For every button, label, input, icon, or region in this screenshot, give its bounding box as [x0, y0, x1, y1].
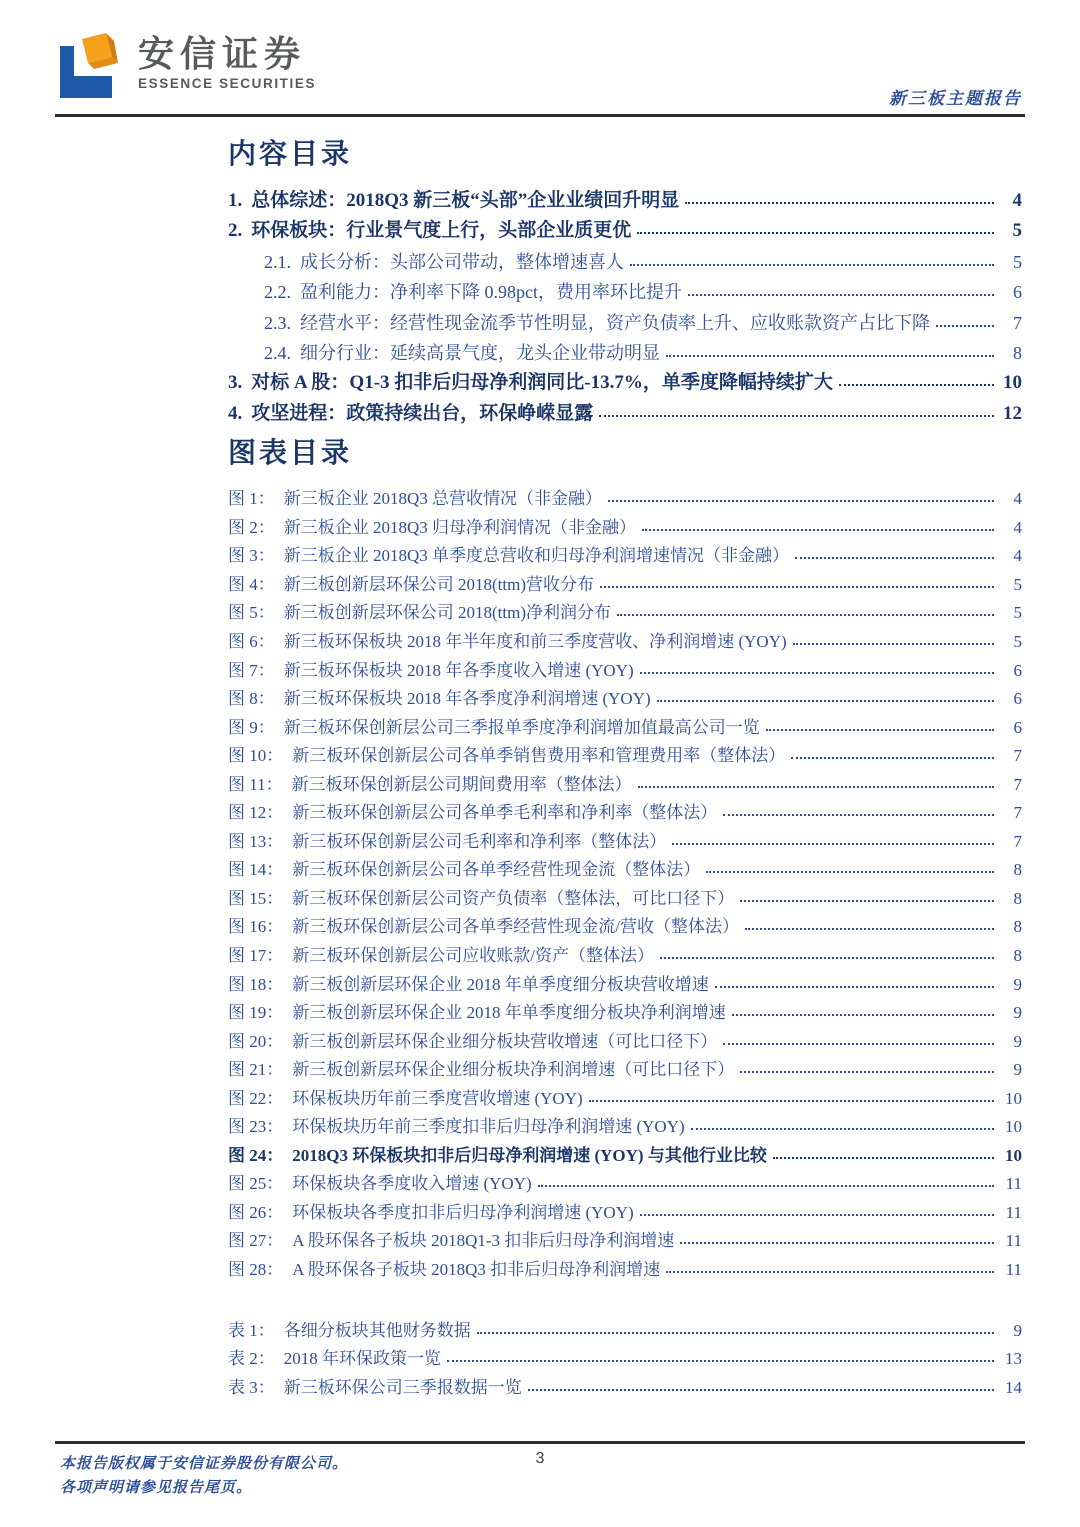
table-entry [228, 1317, 1022, 1346]
figure-entry-title: 新三板环保创新层公司各单季毛利率和净利率（整体法） [292, 803, 718, 823]
figure-entry-page: 10 [1005, 1117, 1022, 1137]
dot-leader [640, 672, 994, 674]
dot-leader [447, 1360, 994, 1362]
figure-entry-page: 9 [1013, 1003, 1022, 1023]
dot-leader [528, 1389, 994, 1391]
figure-entry-page: 11 [1005, 1260, 1022, 1280]
figure-entry-title: 新三板环保创新层公司期间费用率（整体法） [291, 774, 632, 794]
dot-leader [680, 1242, 994, 1244]
figure-entry-page: 6 [1013, 689, 1022, 709]
figure-entry-page: 5 [1013, 603, 1022, 623]
figure-entry-number: 图 2： [228, 517, 275, 537]
page-number: 3 [535, 1450, 545, 1467]
figure-entry-number: 图 18： [228, 974, 284, 994]
figure-entry [228, 571, 1022, 600]
table-entry-title: 2018 年环保政策一览 [283, 1349, 441, 1369]
table-entry-page: 13 [1005, 1349, 1022, 1369]
figure-entry-page: 10 [1005, 1145, 1022, 1165]
figure-entry [228, 685, 1022, 714]
figure-entry [228, 913, 1022, 942]
figure-entry [228, 485, 1022, 514]
toc-entry-title: 环保板块：行业景气度上行，头部企业质更优 [251, 220, 632, 242]
figure-entry-page: 10 [1005, 1088, 1022, 1108]
figure-entry-page: 7 [1013, 831, 1022, 851]
figure-entry-number: 图 19： [228, 1003, 284, 1023]
dot-leader [642, 529, 994, 531]
figure-entry-number: 图 27： [228, 1231, 284, 1251]
dot-leader [589, 1100, 994, 1102]
brand-name-en: ESSENCE SECURITIES [138, 75, 317, 91]
toc-entry [228, 399, 1022, 429]
table-entry-title: 新三板环保公司三季报数据一览 [283, 1377, 522, 1397]
figure-entry-number: 图 21： [228, 1060, 284, 1080]
dot-leader [600, 586, 994, 588]
figure-entry-page: 8 [1013, 917, 1022, 937]
toc-entry-page: 6 [1013, 282, 1022, 303]
toc-entry-number: 4. [228, 402, 243, 424]
figure-entry-title: 新三板环保创新层公司各单季经营性现金流（整体法） [292, 860, 701, 880]
figure-entry-page: 6 [1013, 717, 1022, 737]
tables-list [228, 1317, 1022, 1403]
figure-entry-title: 新三板企业 2018Q3 总营收情况（非金融） [283, 489, 603, 509]
figure-entry [228, 657, 1022, 686]
dot-leader [672, 843, 994, 845]
toc-entry [228, 368, 1022, 398]
figure-entry-number: 图 4： [228, 574, 275, 594]
figure-entry-number: 图 5： [228, 603, 275, 623]
figure-entry [228, 1142, 1022, 1171]
figure-entry [228, 1227, 1022, 1256]
figure-entry [228, 856, 1022, 885]
dot-leader [660, 957, 994, 959]
dot-leader [740, 900, 994, 902]
figure-entry-page: 5 [1013, 574, 1022, 594]
figure-entry-number: 图 8： [228, 689, 275, 709]
dot-leader [477, 1332, 994, 1334]
figure-entry-title: 新三板企业 2018Q3 单季度总营收和归母净利润增速情况（非金融） [283, 546, 790, 566]
figure-entry-title: 新三板环保创新层公司应收账款/资产（整体法） [292, 946, 654, 965]
figure-entry-number: 图 12： [228, 803, 284, 823]
figure-entry-title: A 股环保各子板块 2018Q3 扣非后归母净利润增速 [292, 1260, 661, 1280]
contents-list [228, 186, 1022, 429]
figure-entry-page: 8 [1013, 860, 1022, 880]
dot-leader [723, 814, 994, 816]
dot-leader [715, 986, 994, 988]
figure-entry-title: 新三板环保创新层公司三季报单季度净利润增加值最高公司一览 [283, 717, 760, 737]
figures-title: 图表目录 [228, 438, 353, 470]
figure-entry-number: 图 13： [228, 831, 284, 851]
figure-entry [228, 799, 1022, 828]
figure-entry [228, 885, 1022, 914]
figure-entry [228, 628, 1022, 657]
dot-leader [666, 355, 994, 357]
table-entry-page: 14 [1005, 1377, 1022, 1397]
figure-entry-title: 新三板环保板块 2018 年各季度收入增速 (YOY) [283, 660, 634, 680]
figure-entry-number: 图 23： [228, 1117, 284, 1137]
footer-divider [55, 1441, 1025, 1444]
brand-logo [58, 30, 316, 102]
table-entry [228, 1345, 1022, 1374]
toc-entry-page: 12 [1003, 402, 1022, 424]
toc-entry-number: 2.3. [264, 312, 291, 333]
figure-entry [228, 828, 1022, 857]
toc-entry [228, 338, 1022, 368]
figure-entry-page: 4 [1013, 489, 1022, 509]
table-entry-number: 表 1： [228, 1320, 275, 1340]
toc-entry-title: 细分行业：延续高景气度，龙头企业带动明显 [300, 343, 660, 364]
toc-entry-title: 总体综述：2018Q3 新三板“头部”企业业绩回升明显 [251, 190, 680, 211]
figure-entry [228, 1256, 1022, 1285]
dot-leader [637, 232, 994, 234]
dot-leader [766, 729, 994, 731]
toc-entry-number: 2.1. [264, 251, 291, 272]
figure-entry [228, 1056, 1022, 1085]
figure-entry-title: 新三板创新层环保企业 2018 年单季度细分板块净利润增速 [292, 1003, 726, 1023]
figure-entry-number: 图 16： [228, 917, 284, 937]
figure-entry-page: 4 [1013, 546, 1022, 566]
figure-entry-page: 9 [1013, 1031, 1022, 1051]
figure-entry-page: 11 [1005, 1231, 1022, 1251]
figure-entry-number: 图 24： [228, 1145, 284, 1165]
figure-entry [228, 742, 1022, 771]
toc-entry-title: 成长分析：头部公司带动，整体增速喜人 [300, 251, 624, 272]
figure-entry-number: 图 11： [228, 774, 283, 794]
figure-entry-title: A 股环保各子板块 2018Q1-3 扣非后归母净利润增速 [292, 1231, 675, 1251]
toc-entry-page: 8 [1013, 343, 1022, 364]
header-divider [55, 114, 1025, 117]
dot-leader [773, 1157, 994, 1159]
dot-leader [685, 202, 994, 204]
dot-leader [657, 700, 994, 702]
figure-entry-title: 2018Q3 环保板块扣非后归母净利润增速 (YOY) 与其他行业比较 [292, 1145, 767, 1165]
dot-leader [599, 415, 994, 417]
figure-entry-title: 新三板环保创新层公司各单季销售费用率和管理费用率（整体法） [292, 746, 786, 766]
figure-entry-title: 环保板块历年前三季度营收增速 (YOY) [292, 1088, 583, 1108]
dot-leader [666, 1271, 994, 1273]
figure-entry [228, 542, 1022, 571]
figure-entry [228, 599, 1022, 628]
footer-copyright-line2: 各项声明请参见报告尾页。 [60, 1480, 253, 1496]
report-type-label: 新三板主题报告 [889, 89, 1022, 108]
figure-entry [228, 1113, 1022, 1142]
dot-leader [936, 325, 994, 327]
figure-entry-number: 图 20： [228, 1031, 284, 1051]
essence-logo-icon [58, 30, 124, 102]
figure-entry-title: 新三板创新层环保公司 2018(ttm)净利润分布 [283, 603, 611, 623]
figure-entry-title: 环保板块各季度收入增速 (YOY) [292, 1174, 532, 1194]
figure-entry-number: 图 15： [228, 888, 284, 908]
toc-entry-page: 5 [1012, 220, 1022, 242]
figure-entry-title: 环保板块历年前三季度扣非后归母净利润增速 (YOY) [292, 1117, 685, 1137]
dot-leader [745, 928, 994, 930]
table-entry-number: 表 2： [228, 1349, 275, 1369]
figure-entry [228, 1028, 1022, 1057]
figure-entry-number: 图 1： [228, 489, 275, 509]
figures-list [228, 485, 1022, 1284]
figure-entry-page: 11 [1005, 1174, 1022, 1194]
table-entry-page: 9 [1013, 1320, 1022, 1340]
figure-entry-number: 图 14： [228, 860, 284, 880]
figure-entry-number: 图 26： [228, 1202, 284, 1222]
figure-entry [228, 971, 1022, 1000]
figure-entry-title: 新三板创新层环保企业 2018 年单季度细分板块营收增速 [292, 974, 709, 994]
figure-entry-page: 9 [1013, 1060, 1022, 1080]
contents-title: 内容目录 [228, 139, 353, 170]
dot-leader [732, 1014, 994, 1016]
dot-leader [638, 786, 994, 788]
figure-entry-number: 图 9： [228, 717, 275, 737]
figure-entry-page: 8 [1013, 888, 1022, 908]
toc-entry [228, 277, 1022, 307]
toc-entry-page: 4 [1012, 190, 1022, 211]
dot-leader [793, 643, 994, 645]
dot-leader [630, 264, 994, 266]
figure-entry-title: 新三板创新层环保企业细分板块净利润增速（可比口径下） [292, 1060, 735, 1080]
figure-entry [228, 1199, 1022, 1228]
figure-entry-page: 5 [1013, 631, 1022, 651]
dot-leader [791, 757, 994, 759]
brand-name-cn: 安信证券 [138, 33, 307, 74]
figure-entry-title: 新三板环保创新层公司资产负债率（整体法，可比口径下） [292, 888, 735, 908]
toc-entry [228, 247, 1022, 277]
toc-entry [228, 308, 1022, 338]
figure-entry-page: 4 [1013, 517, 1022, 537]
dot-leader [723, 1043, 994, 1045]
figure-entry-title: 新三板环保创新层公司毛利率和净利率（整体法） [292, 831, 667, 851]
figure-entry [228, 514, 1022, 543]
figure-entry-number: 图 17： [228, 946, 284, 965]
figure-entry-number: 图 6： [228, 631, 275, 651]
toc-entry-title: 经营水平：经营性现金流季节性明显，资产负债率上升、应收账款资产占比下降 [300, 312, 930, 333]
figure-entry [228, 714, 1022, 743]
toc-entry-title: 对标 A 股：Q1-3 扣非后归母净利润同比-13.7%，单季度降幅持续扩大 [251, 372, 833, 394]
dot-leader [608, 500, 994, 502]
figure-entry [228, 1085, 1022, 1114]
dot-leader [538, 1185, 994, 1187]
toc-entry-number: 3. [228, 372, 243, 394]
figure-entry [228, 771, 1022, 800]
toc-entry-page: 10 [1003, 372, 1022, 394]
figure-entry-number: 图 25： [228, 1174, 284, 1194]
dot-leader [795, 557, 994, 559]
toc-entry-title: 攻坚进程：政策持续出台，环保峥嵘显露 [251, 402, 594, 424]
table-entry [228, 1374, 1022, 1403]
dot-leader [691, 1128, 994, 1130]
toc-entry-page: 7 [1013, 312, 1022, 333]
toc-entry [228, 186, 1022, 216]
toc-entry [228, 216, 1022, 246]
figure-entry-page: 7 [1013, 774, 1022, 794]
figure-entry-title: 新三板环保板块 2018 年半年度和前三季度营收、净利润增速 (YOY) [283, 631, 787, 651]
figure-entry-page: 11 [1005, 1202, 1022, 1222]
toc-entry-title: 盈利能力：净利率下降 0.98pct，费用率环比提升 [300, 282, 682, 303]
dot-leader [740, 1071, 994, 1073]
figure-entry [228, 999, 1022, 1028]
figure-entry-page: 8 [1013, 946, 1022, 965]
toc-entry-number: 2. [228, 220, 243, 242]
figure-entry-number: 图 10： [228, 746, 284, 766]
figure-entry-number: 图 22： [228, 1088, 284, 1108]
toc-entry-number: 2.2. [264, 282, 291, 303]
figure-entry-number: 图 3： [228, 546, 275, 566]
figure-entry-title: 新三板环保板块 2018 年各季度净利润增速 (YOY) [283, 689, 651, 709]
figure-entry-page: 6 [1013, 660, 1022, 680]
dot-leader [640, 1214, 994, 1216]
toc-content [228, 138, 1022, 1402]
figure-entry-number: 图 7： [228, 660, 275, 680]
table-entry-title: 各细分板块其他财务数据 [283, 1320, 471, 1340]
footer-copyright-line1: 本报告版权属于安信证券股份有限公司。 [60, 1456, 349, 1472]
dot-leader [839, 384, 994, 386]
figure-entry [228, 1170, 1022, 1199]
dot-leader [706, 871, 994, 873]
figure-entry-page: 9 [1013, 974, 1022, 994]
figure-entry-number: 图 28： [228, 1260, 284, 1280]
toc-entry-number: 2.4. [264, 343, 291, 364]
figure-entry-page: 7 [1013, 746, 1022, 766]
dot-leader [617, 614, 994, 616]
figure-entry-title: 环保板块各季度扣非后归母净利润增速 (YOY) [292, 1202, 634, 1222]
table-entry-number: 表 3： [228, 1377, 275, 1397]
brand-text [138, 30, 316, 91]
dot-leader [688, 294, 994, 296]
figure-entry-title: 新三板创新层环保企业细分板块营收增速（可比口径下） [292, 1031, 718, 1051]
toc-entry-page: 5 [1013, 251, 1022, 272]
figure-entry-title: 新三板创新层环保公司 2018(ttm)营收分布 [283, 574, 594, 594]
figure-entry-title: 新三板环保创新层公司各单季经营性现金流/营收（整体法） [292, 917, 739, 937]
toc-entry-number: 1. [228, 190, 243, 211]
figure-entry [228, 942, 1022, 971]
figure-entry-page: 7 [1013, 803, 1022, 823]
figure-entry-title: 新三板企业 2018Q3 归母净利润情况（非金融） [283, 517, 637, 537]
